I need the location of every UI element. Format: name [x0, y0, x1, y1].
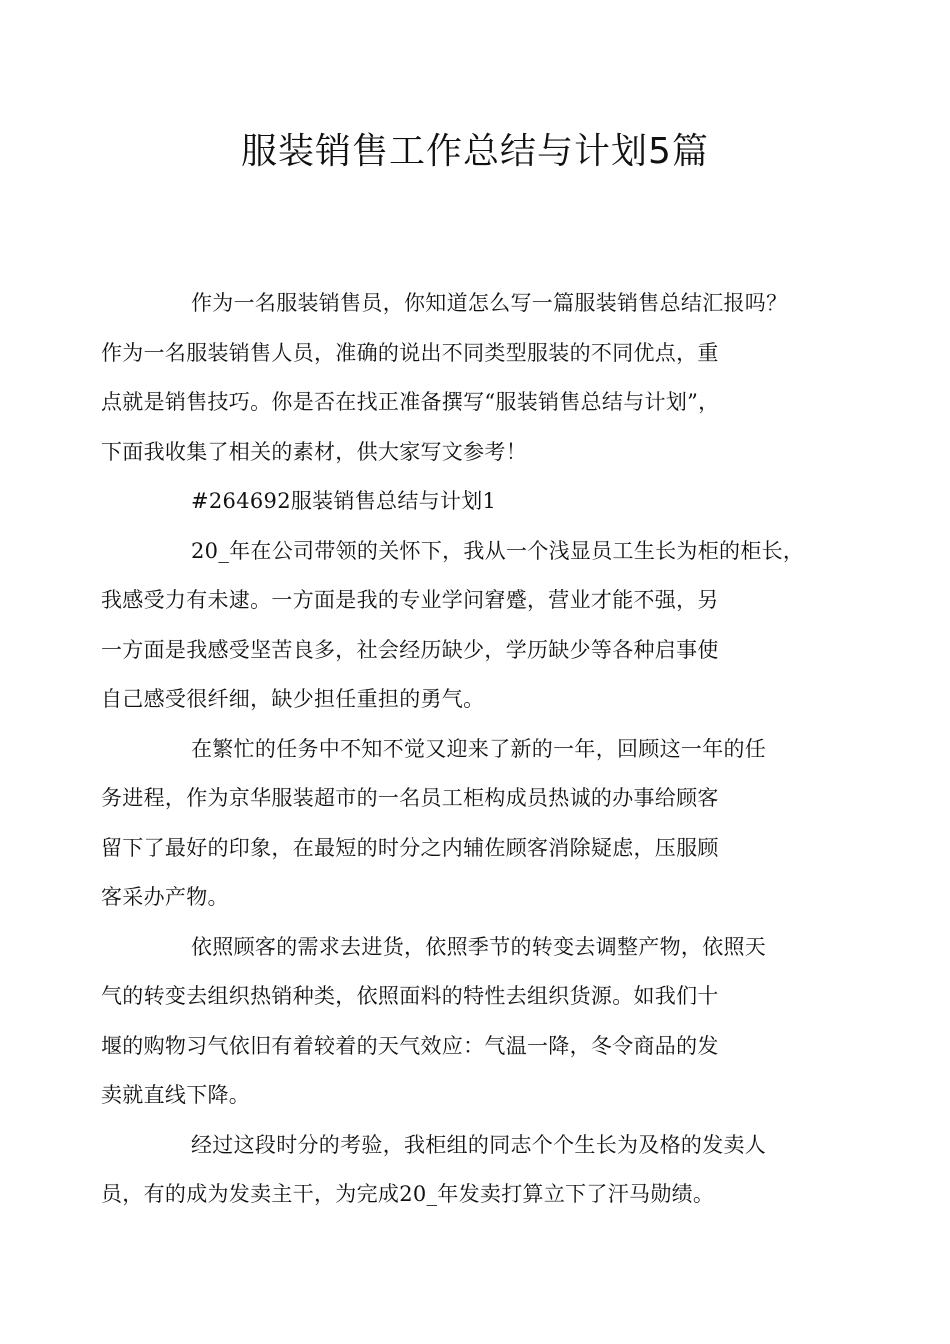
paragraph-body [101, 923, 832, 1121]
text-line: 堰的购物习气依旧有着较着的天气效应：气温一降，冬令商品的发 [101, 1033, 719, 1058]
text-line: 作为一名服装销售人员，准确的说出不同类型服装的不同优点，重 [101, 340, 719, 365]
text-line: 点就是销售技巧。你是否在找正准备撰写“服装销售总结与计划”， [101, 390, 720, 414]
text-line: 依照顾客的需求去进货，依照季节的转变去调整产物，依照天 [191, 934, 767, 959]
text-line: 员，有的成为发卖主干，为完成20_年发卖打算立下了汗马勋绩。 [101, 1182, 715, 1206]
text-line: 20_年在公司带领的关怀下，我从一个浅显员工生长为柜的柜长， [191, 538, 805, 563]
document-body [101, 279, 832, 1220]
text-line: 作为一名服装销售员，你知道怎么写一篇服装销售总结汇报吗？ [191, 291, 788, 315]
paragraph-intro [101, 279, 832, 477]
text-line: 一方面是我感受坚苦良多，社会经历缺少，学历缺少等各种启事使 [101, 637, 719, 662]
text-line: 在繁忙的任务中不知不觉又迎来了新的一年，回顾这一年的任 [191, 736, 767, 761]
section-heading [146, 477, 832, 527]
text-line: 下面我收集了相关的素材，供大家写文参考！ [101, 439, 527, 464]
text-line: 客采办产物。 [101, 885, 229, 909]
paragraph-body [101, 527, 832, 725]
text-line: 留下了最好的印象，在最短的时分之内辅佐顾客消除疑虑，压服顾 [101, 835, 719, 860]
paragraph-body [101, 725, 832, 923]
text-line: 卖就直线下降。 [101, 1083, 251, 1107]
text-line: 自己感受很纤细，缺少担任重担的勇气。 [101, 687, 485, 711]
text-line: #264692服装销售总结与计划1 [191, 489, 497, 513]
paragraph-body [101, 1121, 832, 1220]
document-title: 服装销售工作总结与计划5篇 [241, 131, 709, 172]
text-line: 务进程，作为京华服装超市的一名员工柜构成员热诚的办事给顾客 [101, 786, 719, 810]
text-line: 我感受力有未逮。一方面是我的专业学问窘蹙，营业才能不强，另 [101, 588, 719, 612]
text-line: 气的转变去组织热销种类，依照面料的特性去组织货源。如我们十 [101, 984, 719, 1008]
text-line: 经过这段时分的考验，我柜组的同志个个生长为及格的发卖人 [191, 1132, 767, 1157]
